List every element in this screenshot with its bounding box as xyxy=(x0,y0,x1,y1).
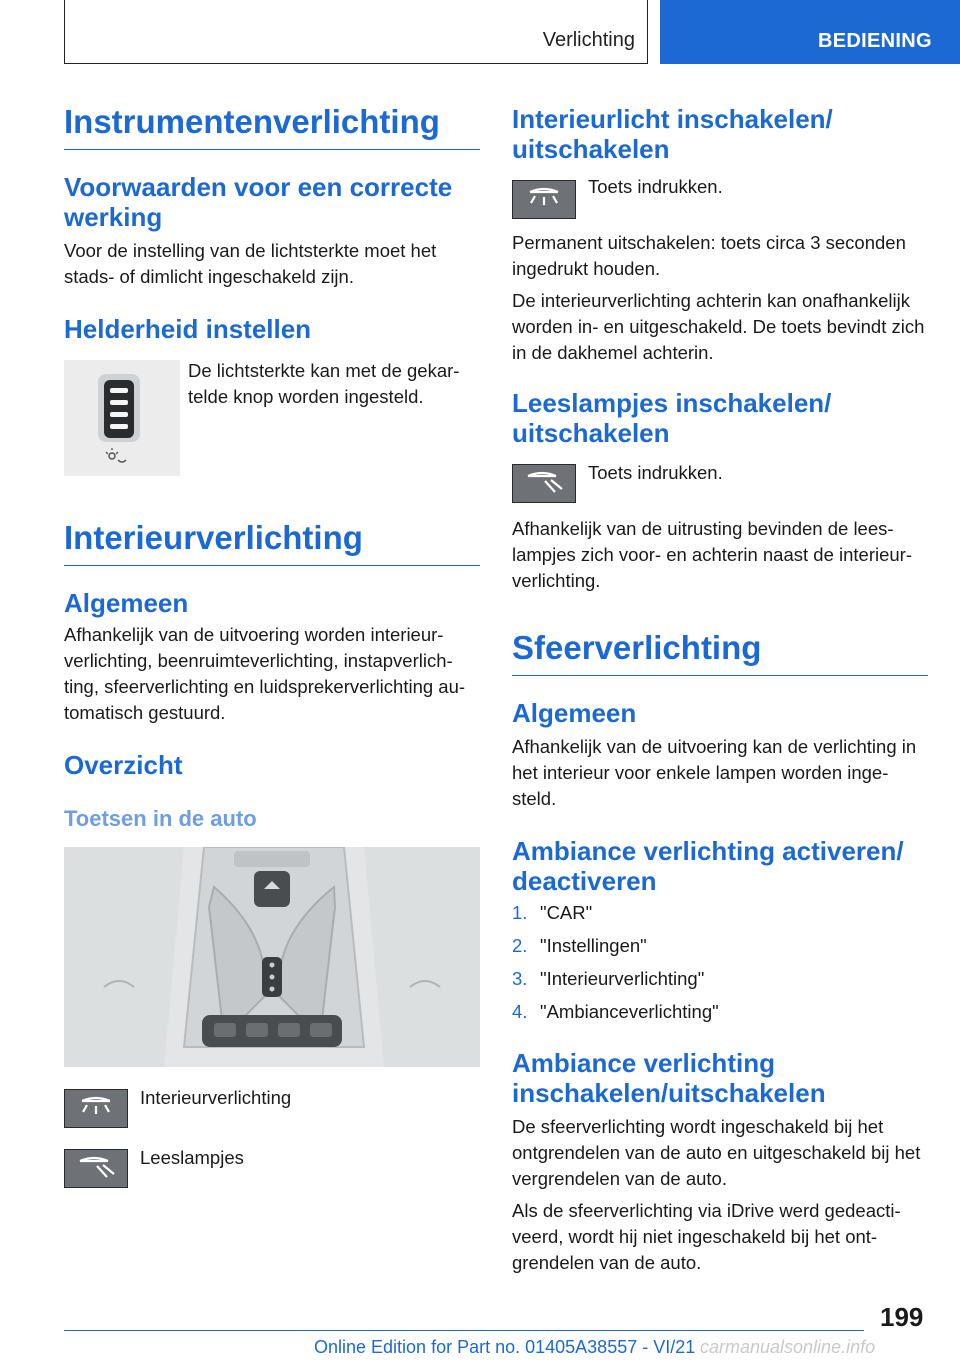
heading-ambient-lighting: Sfeerverlichting xyxy=(512,630,928,676)
dimmer-knob-photo xyxy=(64,360,180,476)
text-reading-lights-desc: Afhankelijk van de uitrusting bevinden de lees-lampjes zich voor- en achterin naast de interieur-verlichting. xyxy=(512,518,912,591)
legend-reading-lights: Leeslampjes xyxy=(140,1147,244,1168)
heading-ambient-activate: Ambiance verlichting activeren/ deactiveren xyxy=(512,836,904,896)
header-section-box xyxy=(64,0,648,64)
text-permanent-off: Permanent uitschakelen: toets circa 3 seconden ingedrukt houden. xyxy=(512,232,906,279)
text-press-button-1: Toets indrukken. xyxy=(588,176,723,197)
legend-interior-lighting: Interieurverlichting xyxy=(140,1087,292,1108)
list-item-number: 4. xyxy=(512,1001,528,1022)
interior-light-button-icon xyxy=(512,180,576,219)
heading-overview: Overzicht xyxy=(64,750,183,780)
watermark: carmanualsonline.info xyxy=(700,1337,876,1357)
reading-light-icon xyxy=(64,1149,128,1188)
footer-edition: Online Edition for Part no. 01405A38557 - VI/21 xyxy=(314,1337,696,1357)
heading-buttons-in-car: Toetsen in de auto xyxy=(64,806,257,831)
heading-interior-lighting: Interieurverlichting xyxy=(64,520,480,566)
text-general-ambient: Afhankelijk van de uitvoering kan de verlichting in het interieur voor enkele lampen worden inge-steld. xyxy=(512,736,917,809)
heading-general-interior: Algemeen xyxy=(64,588,189,618)
text-brightness: De lichtsterkte kan met de gekar-telde knop worden ingesteld. xyxy=(188,360,460,407)
heading-reading-lights: Leeslampjes inschakelen/ uitschakelen xyxy=(512,388,832,448)
dimmer-knob-icon xyxy=(64,360,180,476)
list-item-number: 2. xyxy=(512,935,528,956)
interior-light-icon xyxy=(64,1089,128,1128)
list-item-number: 1. xyxy=(512,902,528,923)
heading-instrument-lighting: Instrumentenverlichting xyxy=(64,104,480,150)
list-item-number: 3. xyxy=(512,968,528,989)
page-number: 199 xyxy=(880,1302,924,1332)
list-item-text: "Ambianceverlichting" xyxy=(540,1001,719,1022)
roof-console-photo xyxy=(64,847,480,1067)
heading-interior-switch: Interieurlicht inschakelen/ uitschakelen xyxy=(512,104,833,164)
text-general-interior: Afhankelijk van de uitvoering worden interieur-verlichting, beenruimteverlichting, instapverlich-ting, sfeerverlichting en luidsprekerverlichting au-tomatisch gestuurd. xyxy=(64,624,466,723)
heading-ambient-switch: Ambiance verlichting inschakelen/uitschakelen xyxy=(512,1048,826,1108)
header-section-title: Verlichting xyxy=(542,29,635,51)
text-rear-lighting: De interieurverlichting achterin kan onafhankelijk worden in- en uitgeschakeld. De toets bevindt zich in de dakhemel achterin. xyxy=(512,290,925,363)
heading-brightness: Helderheid instellen xyxy=(64,314,312,344)
roof-console-icon xyxy=(64,847,480,1067)
text-ambient-switch-2: Als de sfeerverlichting via iDrive werd gedeacti-veerd, wordt hij niet ingeschakeld bij het ont-grendelen van de auto. xyxy=(512,1200,901,1273)
text-press-button-2: Toets indrukken. xyxy=(588,462,723,483)
list-item-text: "Instellingen" xyxy=(540,935,647,956)
header-chapter-title: BEDIENING xyxy=(818,30,932,52)
heading-conditions: Voorwaarden voor een correcte werking xyxy=(64,172,453,232)
text-conditions: Voor de instelling van de lichtsterkte moet het stads- of dimlicht ingeschakeld zijn. xyxy=(64,240,437,287)
header-chapter-tab xyxy=(660,0,960,64)
list-item-text: "Interieurverlichting" xyxy=(540,968,705,989)
text-ambient-switch-1: De sfeerverlichting wordt ingeschakeld bij het ontgrendelen van de auto en uitgeschakeld bij het vergrendelen van de auto. xyxy=(512,1116,921,1189)
footer-divider xyxy=(64,1330,864,1331)
reading-light-button-icon xyxy=(512,464,576,503)
list-item-text: "CAR" xyxy=(540,902,593,923)
heading-general-ambient: Algemeen xyxy=(512,698,637,728)
